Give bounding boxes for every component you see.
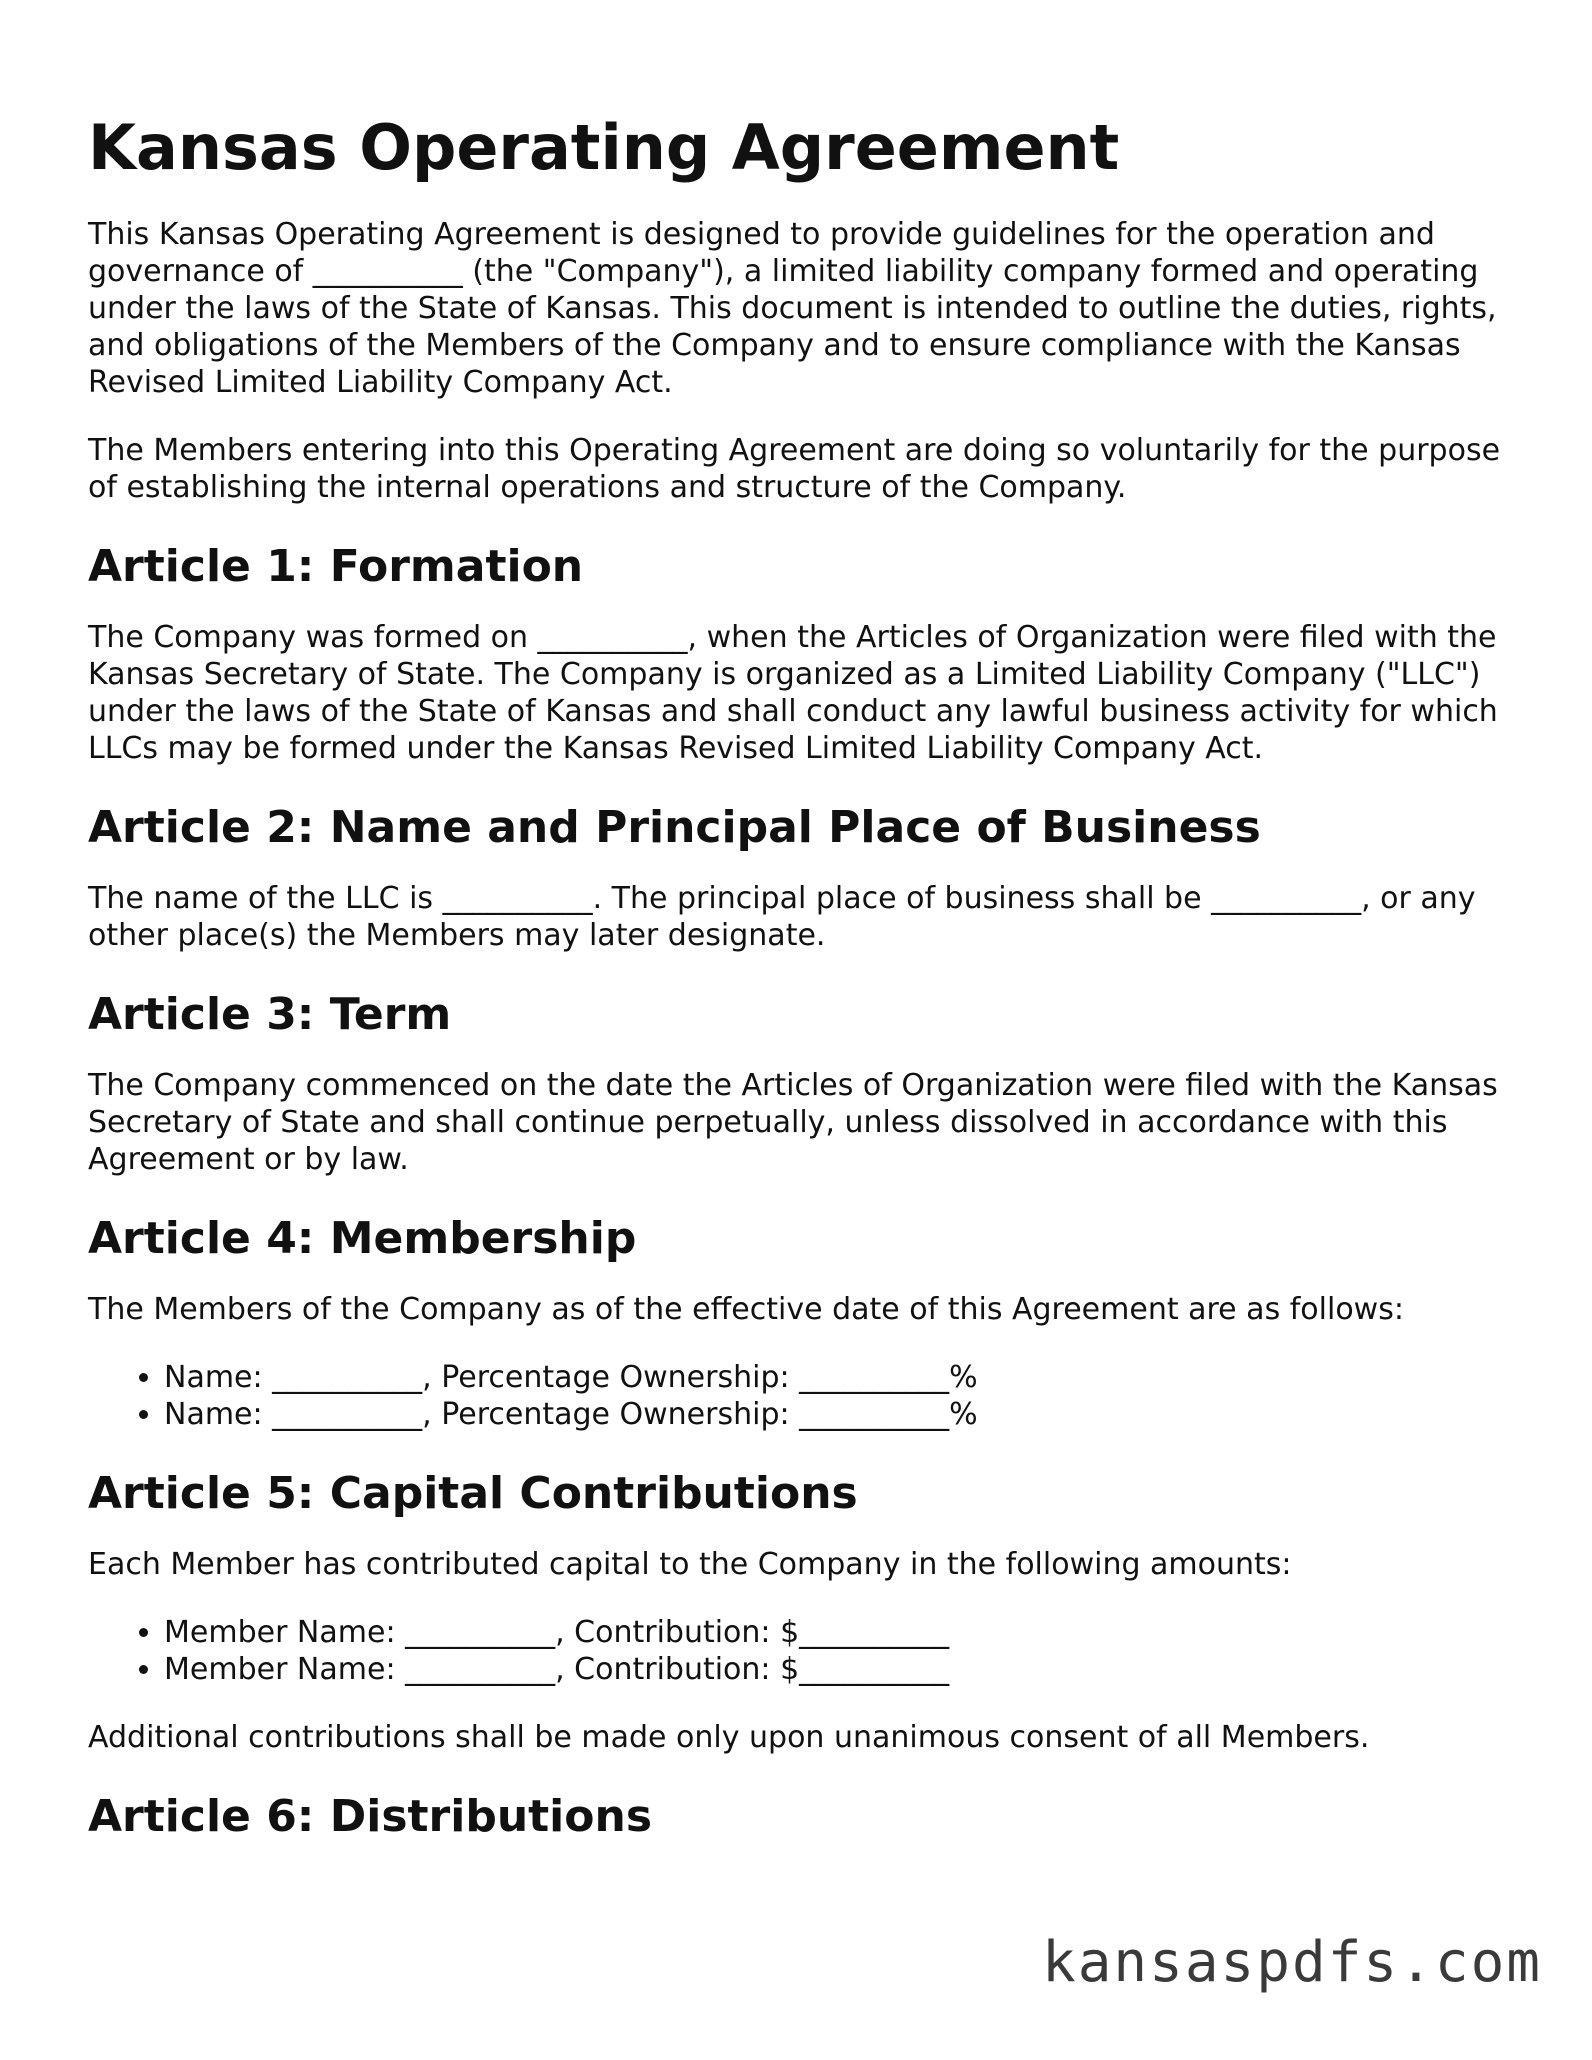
- article-2-paragraph: The name of the LLC is __________. The principal place of business shall be __________, or any other place(s) the Members may later designate.: [88, 881, 1476, 953]
- document-page: [88, 108, 1528, 1869]
- article-3-paragraph: The Company commenced on the date the Articles of Organization were filed with the Kansas Secretary of State and shall continue perpetually, unless dissolved in accordance with this Agreement or by law.: [88, 1068, 1498, 1177]
- intro-paragraph-2: The Members entering into this Operating Agreement are doing so voluntarily for the purpose of establishing the internal operations and structure of the Company.: [88, 433, 1501, 505]
- contribution-list-item: • Member Name: __________, Contribution: $__________: [164, 1614, 1528, 1651]
- article-5: [88, 1464, 1528, 1756]
- article-1-paragraph: The Company was formed on __________, when the Articles of Organization were filed with the Kansas Secretary of State. The Company is organized as a Limited Liability Company ("LLC") under the laws of the State of Kansas and shall conduct any lawful business activity for which LLCs may be formed under the Kansas Revised Limited Liability Company Act.: [88, 620, 1498, 766]
- article-4-paragraph: The Members of the Company as of the effective date of this Agreement are as follows:: [88, 1292, 1404, 1327]
- article-4-heading: Article 4: Membership: [88, 1213, 637, 1264]
- contribution-list-item: • Member Name: __________, Contribution: $__________: [164, 1651, 1528, 1688]
- member-list: [88, 1359, 1528, 1433]
- article-5-paragraph: Each Member has contributed capital to the Company in the following amounts:: [88, 1547, 1292, 1582]
- intro-paragraph-1: This Kansas Operating Agreement is designed to provide guidelines for the operation and governance of __________ (the "Company"), a limited liability company formed and operating under the laws of the State of Kansas. This document is intended to outline the duties, rights, and obligations of the Members of the Company and to ensure compliance with the Kansas Revised Limited Liability Company Act.: [88, 217, 1497, 400]
- member-list-item: • Name: __________, Percentage Ownership: __________%: [164, 1396, 1528, 1433]
- article-1: [88, 537, 1528, 767]
- member-list-item: • Name: __________, Percentage Ownership: __________%: [164, 1359, 1528, 1396]
- article-2: [88, 798, 1528, 954]
- article-4: [88, 1209, 1528, 1433]
- document-title: Kansas Operating Agreement: [88, 111, 1120, 184]
- contribution-list: [88, 1614, 1528, 1688]
- article-5-heading: Article 5: Capital Contributions: [88, 1468, 858, 1519]
- watermark: kansaspdfs.com: [1041, 1930, 1542, 1995]
- article-3: [88, 985, 1528, 1178]
- article-6: [88, 1787, 1528, 1847]
- article-1-heading: Article 1: Formation: [88, 541, 584, 592]
- article-2-heading: Article 2: Name and Principal Place of Business: [88, 802, 1261, 853]
- article-3-heading: Article 3: Term: [88, 989, 452, 1040]
- article-5-additional-paragraph: Additional contributions shall be made only upon unanimous consent of all Members.: [88, 1720, 1370, 1755]
- article-6-heading: Article 6: Distributions: [88, 1791, 653, 1842]
